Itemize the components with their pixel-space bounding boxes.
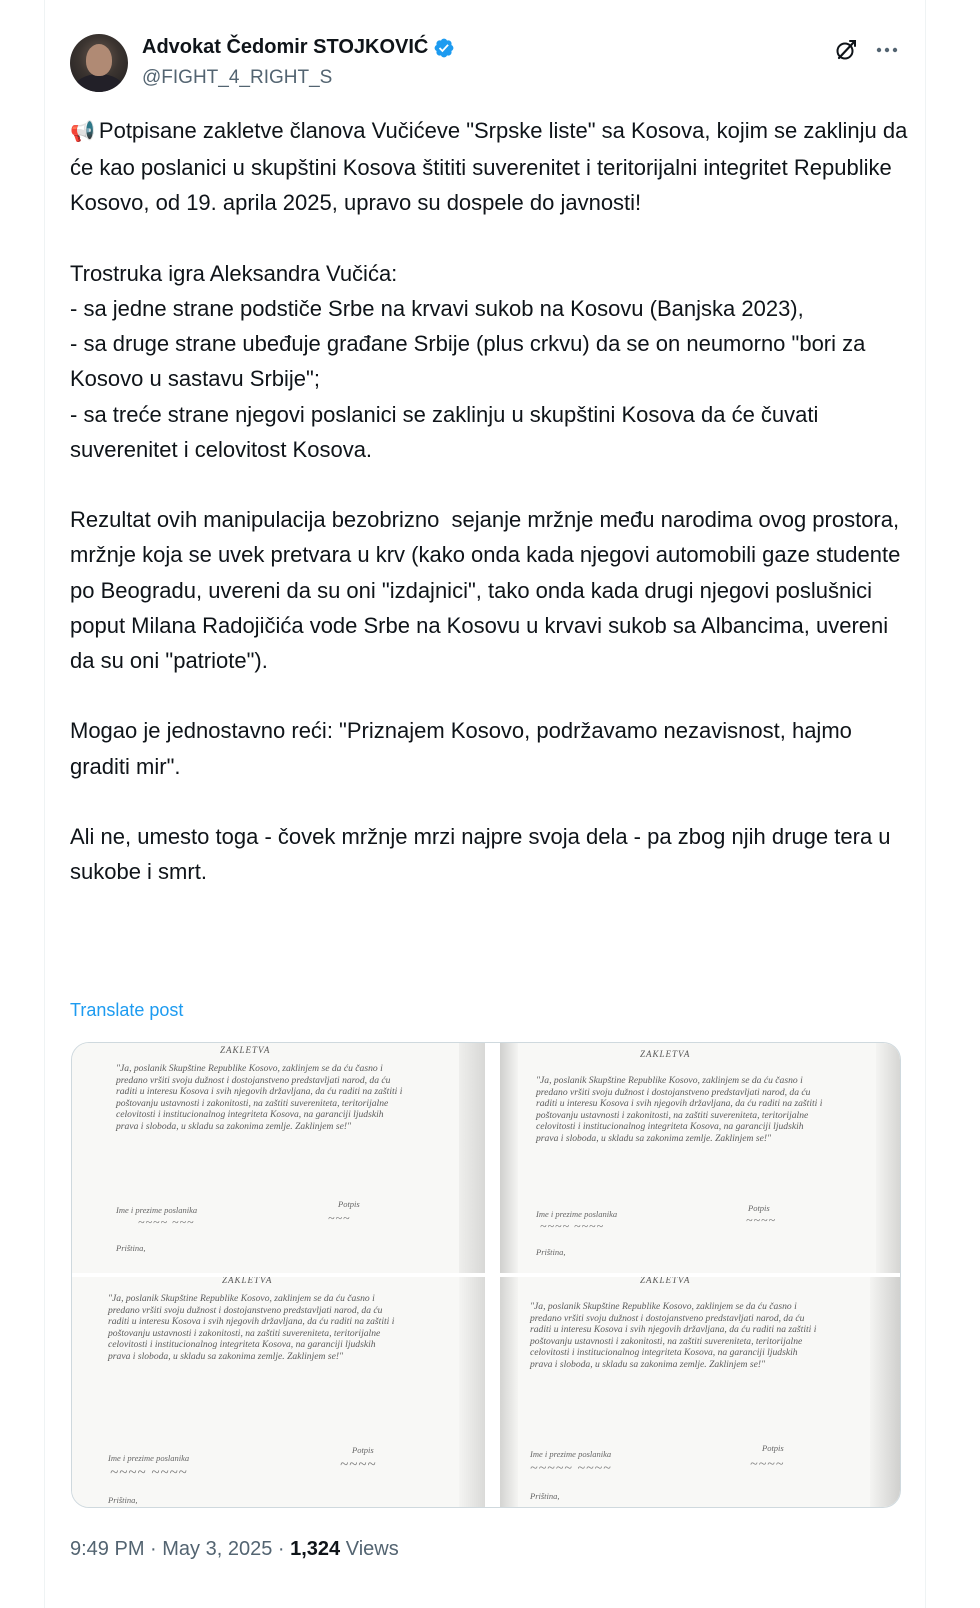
sign-label: Potpis [762,1443,784,1453]
media-grid[interactable] [71,1042,901,1508]
document-body: "Ja, poslanik Skupštine Republike Kosovo, zaklinjem se da ću časno i predano vršiti svoju dužnost i dostojanstveno predstavljati narod, da ću raditi u interesu Kosova i svih njegovih državljana, da ću raditi na zaštiti i poštovanju ustavnosti i zakonitosti, na zaštiti suvereniteta, teritorijalne celovitosti i institucionalnog integriteta Kosova, na garanciji ljudskih prava i sloboda, u skladu sa zakonima zemlje. Zaklinjem se!" [536,1075,823,1144]
place-label: Priština, [108,1495,138,1505]
page-shadow [459,1277,485,1508]
sign-label: Potpis [352,1445,374,1455]
page-shadow [459,1043,485,1273]
handle[interactable]: @FIGHT_4_RIGHT_S [142,67,333,88]
handwritten-name: ~~~~ ~~~~ [540,1219,604,1233]
handwritten-signature: ~~~~ [750,1457,785,1472]
document-title: ZAKLETVA [222,1277,273,1285]
display-name[interactable]: Advokat Čedomir STOJKOVIĆ [142,36,429,58]
document-image-2[interactable] [500,1043,900,1273]
place-label: Priština, [530,1491,560,1501]
views-count: 1,324 [290,1538,341,1560]
avatar[interactable] [70,34,128,92]
verified-badge-icon [433,37,455,59]
separator: · [144,1538,163,1560]
handwritten-signature: ~~~ [328,1211,351,1225]
place-label: Priština, [536,1247,566,1257]
tweet-footer [70,1538,399,1561]
page-shadow [870,1277,900,1508]
avatar-face [86,44,112,76]
name-label: Ime i prezime poslanika [536,1209,618,1219]
display-name-row[interactable] [142,36,455,59]
handwritten-signature: ~~~~ [340,1457,377,1473]
name-label: Ime i prezime poslanika [108,1453,190,1463]
handwritten-name: ~~~~~ ~~~~ [530,1461,612,1476]
document-body: "Ja, poslanik Skupštine Republike Kosovo, zaklinjem se da ću časno i predano vršiti svoju dužnost i dostojanstveno predstavljati narod, da ću raditi u interesu Kosova i svih njegovih državljana, da ću raditi na zaštiti i poštovanju ustavnosti i zakonitosti, na zaštiti suvereniteta, teritorijalne celovitosti i institucionalnog integriteta Kosova, na garanciji ljudskih prava i sloboda, u skladu sa zakonima zemlje. Zaklinjem se!" [108,1293,395,1362]
document-title: ZAKLETVA [640,1277,691,1285]
document-title: ZAKLETVA [640,1049,691,1059]
page-shadow [500,1277,518,1508]
document-image-3[interactable] [72,1277,485,1508]
megaphone-icon: 📢 [70,121,95,143]
avatar-shoulders [74,74,124,92]
document-image-4[interactable] [500,1277,900,1508]
page-shadow [500,1043,518,1273]
grok-icon[interactable] [834,38,858,62]
document-body: "Ja, poslanik Skupštine Republike Kosovo, zaklinjem se da ću časno i predano vršiti svoju dužnost i dostojanstveno predstavljati narod, da ću raditi u interesu Kosova i svih njegovih državljana, da ću raditi na zaštiti i poštovanju ustavnosti i zakonitosti, na zaštiti suvereniteta, teritorijalne celovitosti i institucionalnog integriteta Kosova, na garanciji ljudskih prava i sloboda, u skladu sa zakonima zemlje. Zaklinjem se!" [530,1301,817,1370]
translate-post-link[interactable]: Translate post [70,1000,184,1020]
post-date[interactable]: May 3, 2025 [162,1538,273,1560]
place-label: Priština, [116,1243,146,1253]
tweet-text-container [70,113,910,889]
separator: · [272,1538,291,1560]
document-image-1[interactable] [72,1043,485,1273]
name-label: Ime i prezime poslanika [116,1205,198,1215]
views-label: Views [340,1538,399,1560]
handwritten-name: ~~~~ ~~~ [138,1215,195,1229]
tweet-text: Potpisane zakletve članova Vučićeve "Srpske liste" sa Kosova, kojim se zaklinju da će kao poslanici u skupštini Kosova štititi suverenitet i teritorijalni integritet Republike Kosovo, od 19. aprila 2025, upravo su dospele do javnosti! Trostruka igra Aleksandra Vučića: - sa jedne strane podstiče Srbe na krvavi sukob na Kosovu (Banjska 2023), - sa druge strane ubeđuje građane Srbije (plus crkvu) da se on neumorno "bori za Kosovo u sastavu Srbije"; - sa treće strane njegovi poslanici se zaklinju u skupštini Kosova da će čuvati suverenitet i celovitost Kosova. Rezultat ovih manipulacija bezobrizno sejanje mržnje među narodima ovog prostora, mržnje koja se uvek pretvara u krv (kako onda kada njegovi automobili gaze studente po Beogradu, uvereni da su oni "izdajnici", tako onda kada drugi njegovi poslušnici poput Milana Radojičića vode Srbe na Kosovu u krvavi sukob sa Albancima, uvereni da su oni "patriote"). Mogao je jednostavno reći: "Priznajem Kosovo, podržavamo nezavisnost, hajmo graditi mir". Ali ne, umesto toga - čovek mržnje mrzi najpre svoja dela - pa zbog njih druge tera u sukobe i smrt. [70,118,908,885]
more-options-icon[interactable] [874,38,900,62]
post-time[interactable]: 9:49 PM [70,1538,145,1560]
sign-label: Potpis [338,1199,360,1209]
handwritten-name: ~~~~ ~~~~ [110,1465,188,1481]
page-shadow [876,1043,900,1273]
handwritten-signature: ~~~~ [746,1213,776,1227]
name-label: Ime i prezime poslanika [530,1449,612,1459]
document-body: "Ja, poslanik Skupštine Republike Kosovo, zaklinjem se da ću časno i predano vršiti svoju dužnost i dostojanstveno predstavljati narod, da ću raditi u interesu Kosova i svih njegovih državljana, da ću raditi na zaštiti i poštovanju ustavnosti i zakonitosti, na zaštiti suvereniteta, teritorijalne celovitosti i institucionalnog integriteta Kosova, na garanciji ljudskih prava i sloboda, u skladu sa zakonima zemlje. Zaklinjem se!" [116,1063,403,1132]
sign-label: Potpis [748,1203,770,1213]
document-title: ZAKLETVA [220,1045,271,1055]
